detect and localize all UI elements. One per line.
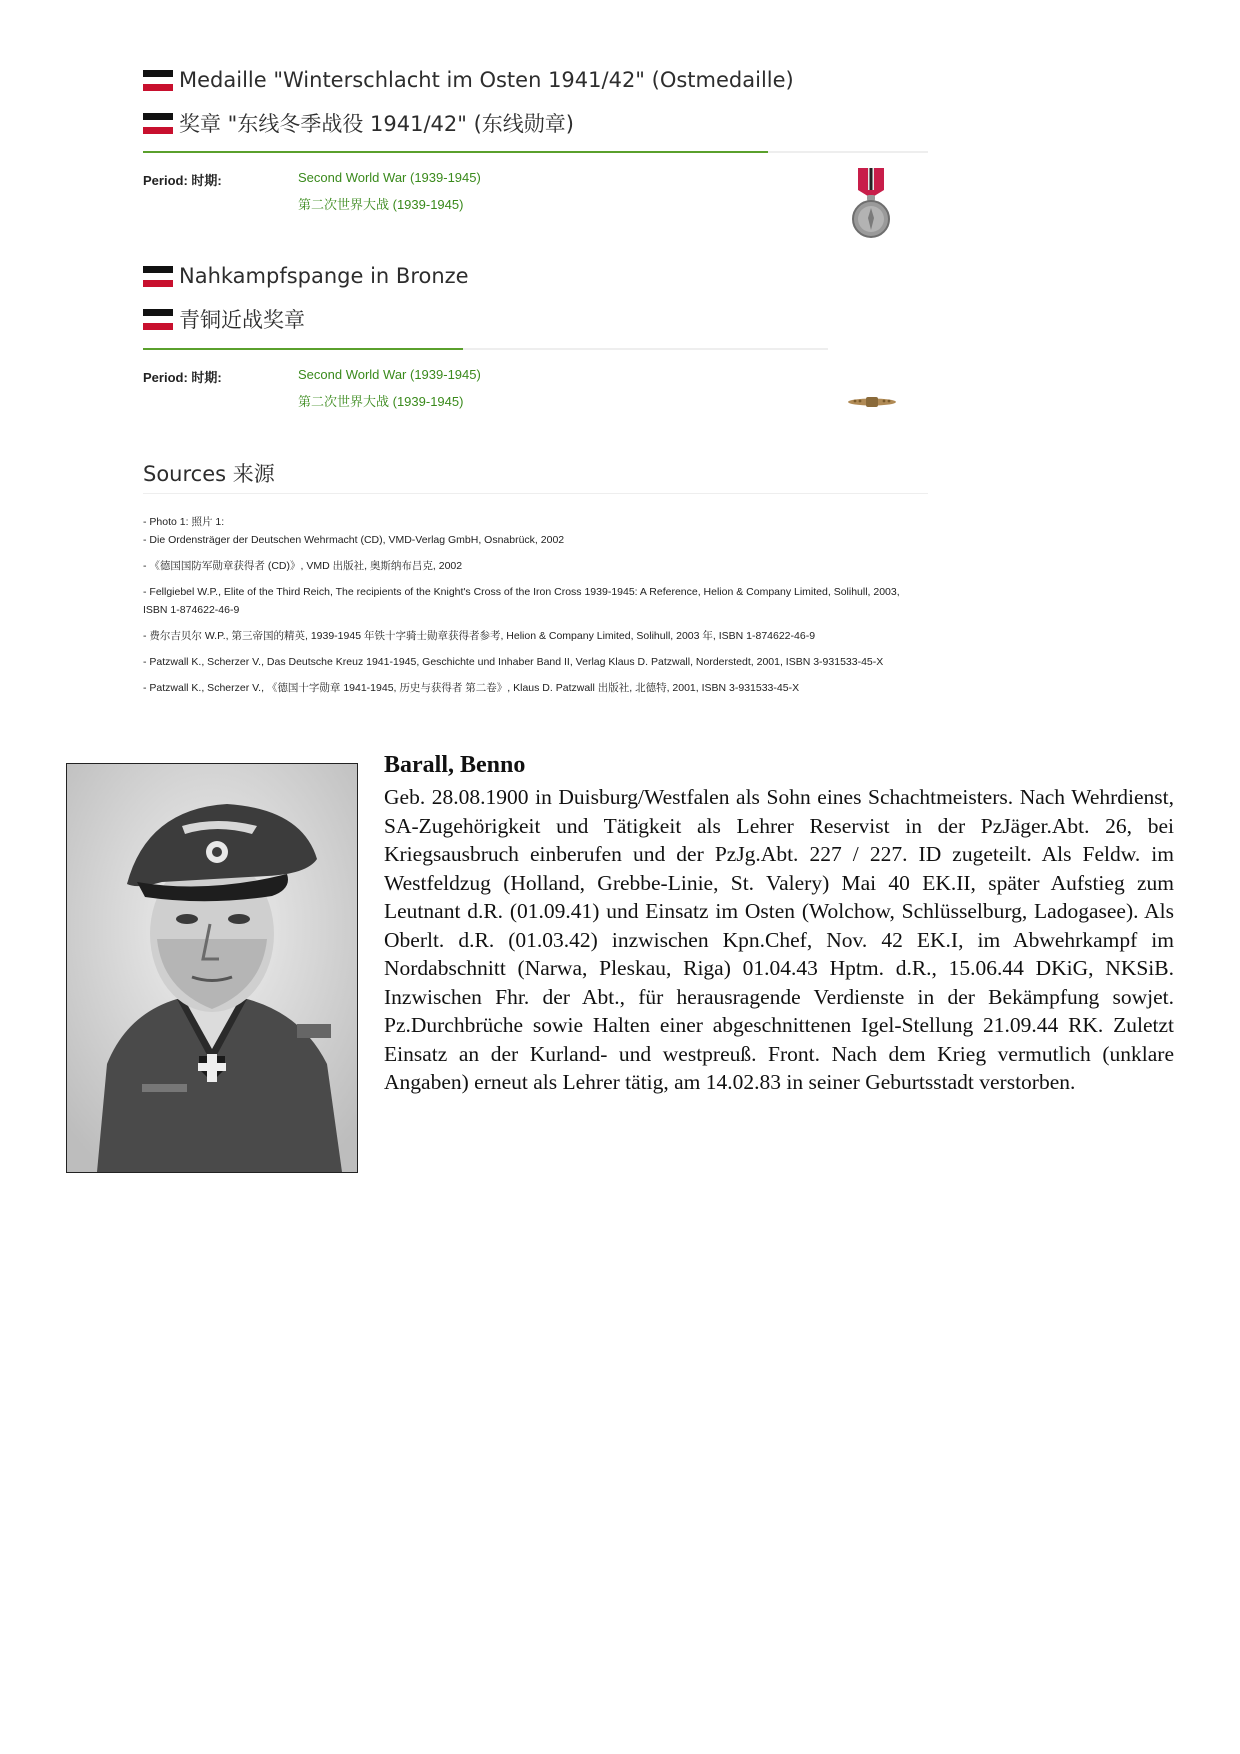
sources-heading: Sources 来源 [143,462,275,486]
source-item: - Patzwall K., Scherzer V., Das Deutsche Kreuz 1941-1945, Geschichte und Inhaber Band II, Verlag Klaus D. Patzwall, Norderstedt, 2001, ISBN 3-931533-45-X [143,656,884,668]
award-divider [143,151,928,153]
sources-divider [143,493,928,494]
close-combat-clasp-icon [847,395,897,409]
source-item: - Fellgiebel W.P., Elite of the Third Reich, The recipients of the Knight's Cross of the Iron Cross 1939-1945: A Reference, Helion & Company Limited, Solihull, 2003, ISBN 1-874622-46-9 [143,586,900,616]
award-title-zh: 青铜近战奖章 [179,308,305,332]
bio-text: Geb. 28.08.1900 in Duisburg/Westfalen als Sohn eines Schachtmeisters. Nach Wehrdienst, SA-Zugehörigkeit und Tätigkeit als Lehrer Reservist in der PzJäger.Abt. 26, bei Kriegsausbruch einberufen und der PzJg.Abt. 227 / 227. ID zugeteilt. Als Feldw. im Westfeldzug (Holland, Grebbe-Linie, St. Valery) Mai 40 EK.II, später Aufstieg zum Leutnant d.R. (01.09.41) und Einsatz im Osten (Wolchow, Schlüsselburg, Ladogasee). Als Oberlt. d.R. (01.03.42) inzwischen Kpn.Chef, Nov. 42 EK.I, im Abwehrkampf im Nordabschnitt (Narwa, Pleskau, Riga) 01.04.43 Hptm. d.R., 15.06.44 DKiG, NKSiB. Inzwischen Fhr. der Abt., für herausragende Verdienste in der Bekämpfung sowjet. Pz.Durchbrüche sowie Halten einer abgeschnittenen Igel-Stellung 21.09.44 RK. Zuletzt Einsatz an der Kurland- und westpreuß. Front. Nach dem Krieg vermutlich (unklare Angaben) erneut als Lehrer tätig, am 14.02.83 in seiner Geburtsstadt verstorben. [384,785,1174,1094]
award-title-de: Nahkampfspange in Bronze [179,264,469,288]
imperial-flag-icon [143,266,173,287]
award-title-de: Medaille "Winterschlacht im Osten 1941/42" (Ostmedaille) [179,68,794,92]
period-label: Period: 时期: [143,370,222,385]
period-value-zh: 第二次世界大战 (1939-1945) [298,394,464,409]
imperial-flag-icon [143,309,173,330]
award-title-de-row [143,256,469,296]
ost-medal-icon [852,168,890,240]
award-ostmedaille [143,60,794,143]
award-title-zh: 奖章 "东线冬季战役 1941/42" (东线勋章) [179,112,574,136]
source-item: - Photo 1: 照片 1: [143,516,225,528]
period-value-zh: 第二次世界大战 (1939-1945) [298,197,464,212]
award-title-zh-row [143,103,794,143]
sources-list [143,513,903,705]
bio-name: Barall, Benno [384,752,526,778]
award-nahkampfspange [143,256,469,339]
portrait-illustration [67,764,357,1172]
period-value-en: Second World War (1939-1945) [298,170,481,185]
source-item: - 《德国国防军勋章获得者 (CD)》, VMD 出版社, 奥斯纳布吕克, 2002 [143,560,463,572]
period-value-en: Second World War (1939-1945) [298,367,481,382]
source-item: - 费尔吉贝尔 W.P., 第三帝国的精英, 1939-1945 年铁十字骑士勋章获得者参考, Helion & Company Limited, Solihull, 2003 年, ISBN 1-874622-46-9 [143,630,816,642]
award-divider [143,348,828,350]
period-label: Period: 时期: [143,173,222,188]
award-title-de-row [143,60,794,100]
imperial-flag-icon [143,70,173,91]
source-item: - Patzwall K., Scherzer V., 《德国十字勋章 1941-1945, 历史与获得者 第二卷》, Klaus D. Patzwall 出版社, 北德特, 2001, ISBN 3-931533-45-X [143,682,800,694]
portrait-photo [66,763,358,1173]
source-item: - Die Ordensträger der Deutschen Wehrmacht (CD), VMD-Verlag GmbH, Osnabrück, 2002 [143,534,565,546]
imperial-flag-icon [143,113,173,134]
award-title-zh-row [143,299,469,339]
